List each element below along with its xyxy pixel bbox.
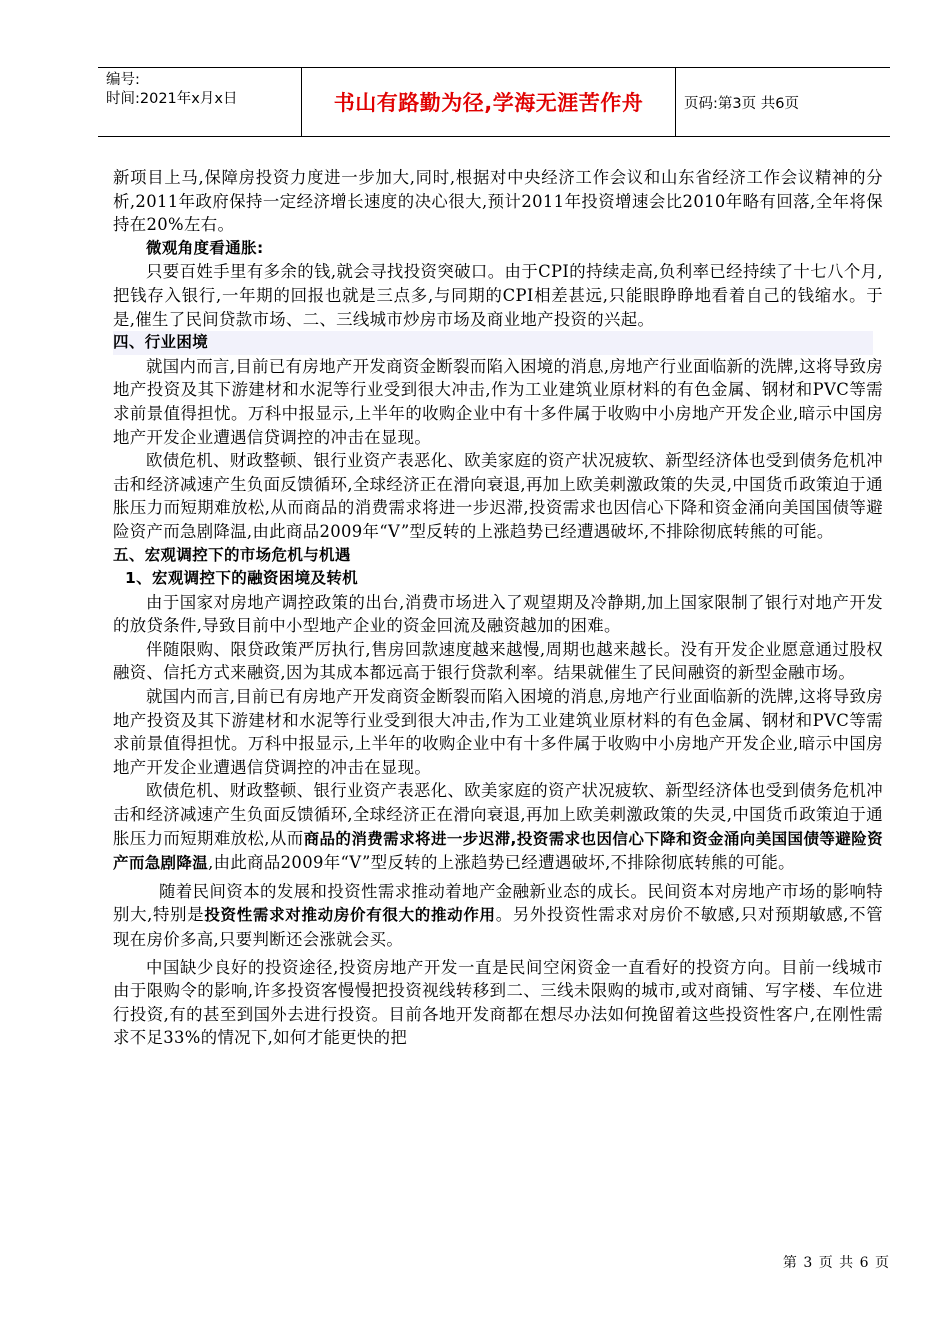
header-number-label: 编号:: [106, 72, 140, 88]
paragraph: 由于国家对房地产调控政策的出台,消费市场进入了观望期及冷静期,加上国家限制了银行对地产开发的放贷条件,导致目前中小型地产企业的资金回流及融资越加的困难。: [113, 592, 883, 636]
paragraph: [113, 880, 883, 952]
subheading-micro-inflation: 微观角度看通胀:: [146, 238, 264, 257]
paragraph: [113, 779, 883, 875]
header-motto: 书山有路勤为径,学海无涯苦作舟: [302, 68, 676, 136]
subsection-heading-financing: 1、宏观调控下的融资困境及转机: [125, 569, 359, 588]
bold-emphasis: 商品的消费需求将进一步迟滞,投资需求也因信心下降和资金涌向美国国债等避险资产而急剧降温: [113, 829, 883, 873]
paragraph: 就国内而言,目前已有房地产开发商资金断裂而陷入困境的消息,房地产行业面临新的洗牌,这将导致房地产投资及其下游建材和水泥等行业受到很大冲击,作为工业建筑业原材料的有色金属、钢材和PVC等需求前景值得担忧。万科中报显示,上半年的收购企业中有十多件属于收购中小房地产开发企业,暗示中国房地产开发企业遭遇信贷调控的冲击在显现。: [113, 356, 883, 447]
paragraph: 中国缺少良好的投资途径,投资房地产开发一直是民间空闲资金一直看好的投资方向。目前一线城市由于限购令的影响,许多投资客慢慢把投资视线转移到二、三线未限购的城市,或对商铺、写字楼、车位进行投资,有的甚至到国外去进行投资。目前各地开发商都在想尽办法如何挽留着这些投资性客户,在刚性需求不足33%的情况下,如何才能更快的把: [113, 957, 883, 1048]
paragraph: 伴随限购、限贷政策严厉执行,售房回款速度越来越慢,周期也越来越长。没有开发企业愿意通过股权融资、信托方式来融资,因为其成本都远高于银行贷款利率。结果就催生了民间融资的新型金融市场。: [113, 639, 883, 683]
page-footer: 第 3 页 共 6 页: [782, 1255, 890, 1271]
paragraph: 只要百姓手里有多余的钱,就会寻找投资突破口。由于CPI的持续走高,负利率已经持续了十七八个月,把钱存入银行,一年期的回报也就是三点多,与同期的CPI相差甚远,只能眼睁睁地看着自己的钱缩水。于是,催生了民间贷款市场、二、三线城市炒房市场及商业地产投资的兴起。: [113, 262, 883, 329]
document-body: [113, 166, 883, 1050]
paragraph-text: ,由此商品2009年“V”型反转的上涨趋势已经遭遇破坏,不排除彻底转熊的可能。: [208, 853, 795, 873]
section-heading-industry-difficulty: 四、行业困境: [113, 331, 873, 355]
header-page-label: 页码:第3页 共6页: [684, 95, 799, 112]
page-header: [98, 67, 890, 137]
paragraph: 就国内而言,目前已有房地产开发商资金断裂而陷入困境的消息,房地产行业面临新的洗牌,这将导致房地产投资及其下游建材和水泥等行业受到很大冲击,作为工业建筑业原材料的有色金属、钢材和PVC等需求前景值得担忧。万科中报显示,上半年的收购企业中有十多件属于收购中小房地产开发企业,暗示中国房地产开发企业遭遇信贷调控的冲击在显现。: [113, 687, 883, 777]
paragraph-text: 。另外投资性需求对房价不敏感,只对预期敏感,不管现在房价多高,只要判断还会涨就会买。: [113, 905, 883, 949]
section-heading-market-crisis: 五、宏观调控下的市场危机与机遇: [113, 545, 351, 564]
paragraph-text: 随着民间资本的发展和投资性需求推动着地产金融新业态的成长。民间资本对房地产市场的影响特别大,特别是: [113, 881, 883, 925]
bold-emphasis: 投资性需求对推动房价有很大的推动作用: [204, 906, 496, 925]
paragraph: 新项目上马,保障房投资力度进一步加大,同时,根据对中央经济工作会议和山东省经济工作会议精神的分析,2011年政府保持一定经济增长速度的决心很大,预计2011年投资增速会比2010年略有回落,全年将保持在20%左右。: [113, 168, 883, 235]
paragraph-text: 欧债危机、财政整顿、银行业资产表恶化、欧美家庭的资产状况疲软、新型经济体也受到债务危机冲击和经济减速产生负面反馈循环,全球经济正在滑向衰退,再加上欧美刺激政策的失灵,中国货币政策迫于通胀压力而短期难放松,从而: [113, 781, 884, 848]
paragraph: 欧债危机、财政整顿、银行业资产表恶化、欧美家庭的资产状况疲软、新型经济体也受到债务危机冲击和经济减速产生负面反馈循环,全球经济正在滑向衰退,再加上欧美刺激政策的失灵,中国货币政策迫于通胀压力而短期难放松,从而商品的消费需求将进一步迟滞,投资需求也因信心下降和资金涌向美国国债等避险资产而急剧降温,由此商品2009年“V”型反转的上涨趋势已经遭遇破坏,不排除彻底转熊的可能。: [113, 451, 884, 541]
header-time-label: 时间:2021年x月x日: [106, 91, 238, 107]
header-info-cell: [98, 68, 302, 136]
